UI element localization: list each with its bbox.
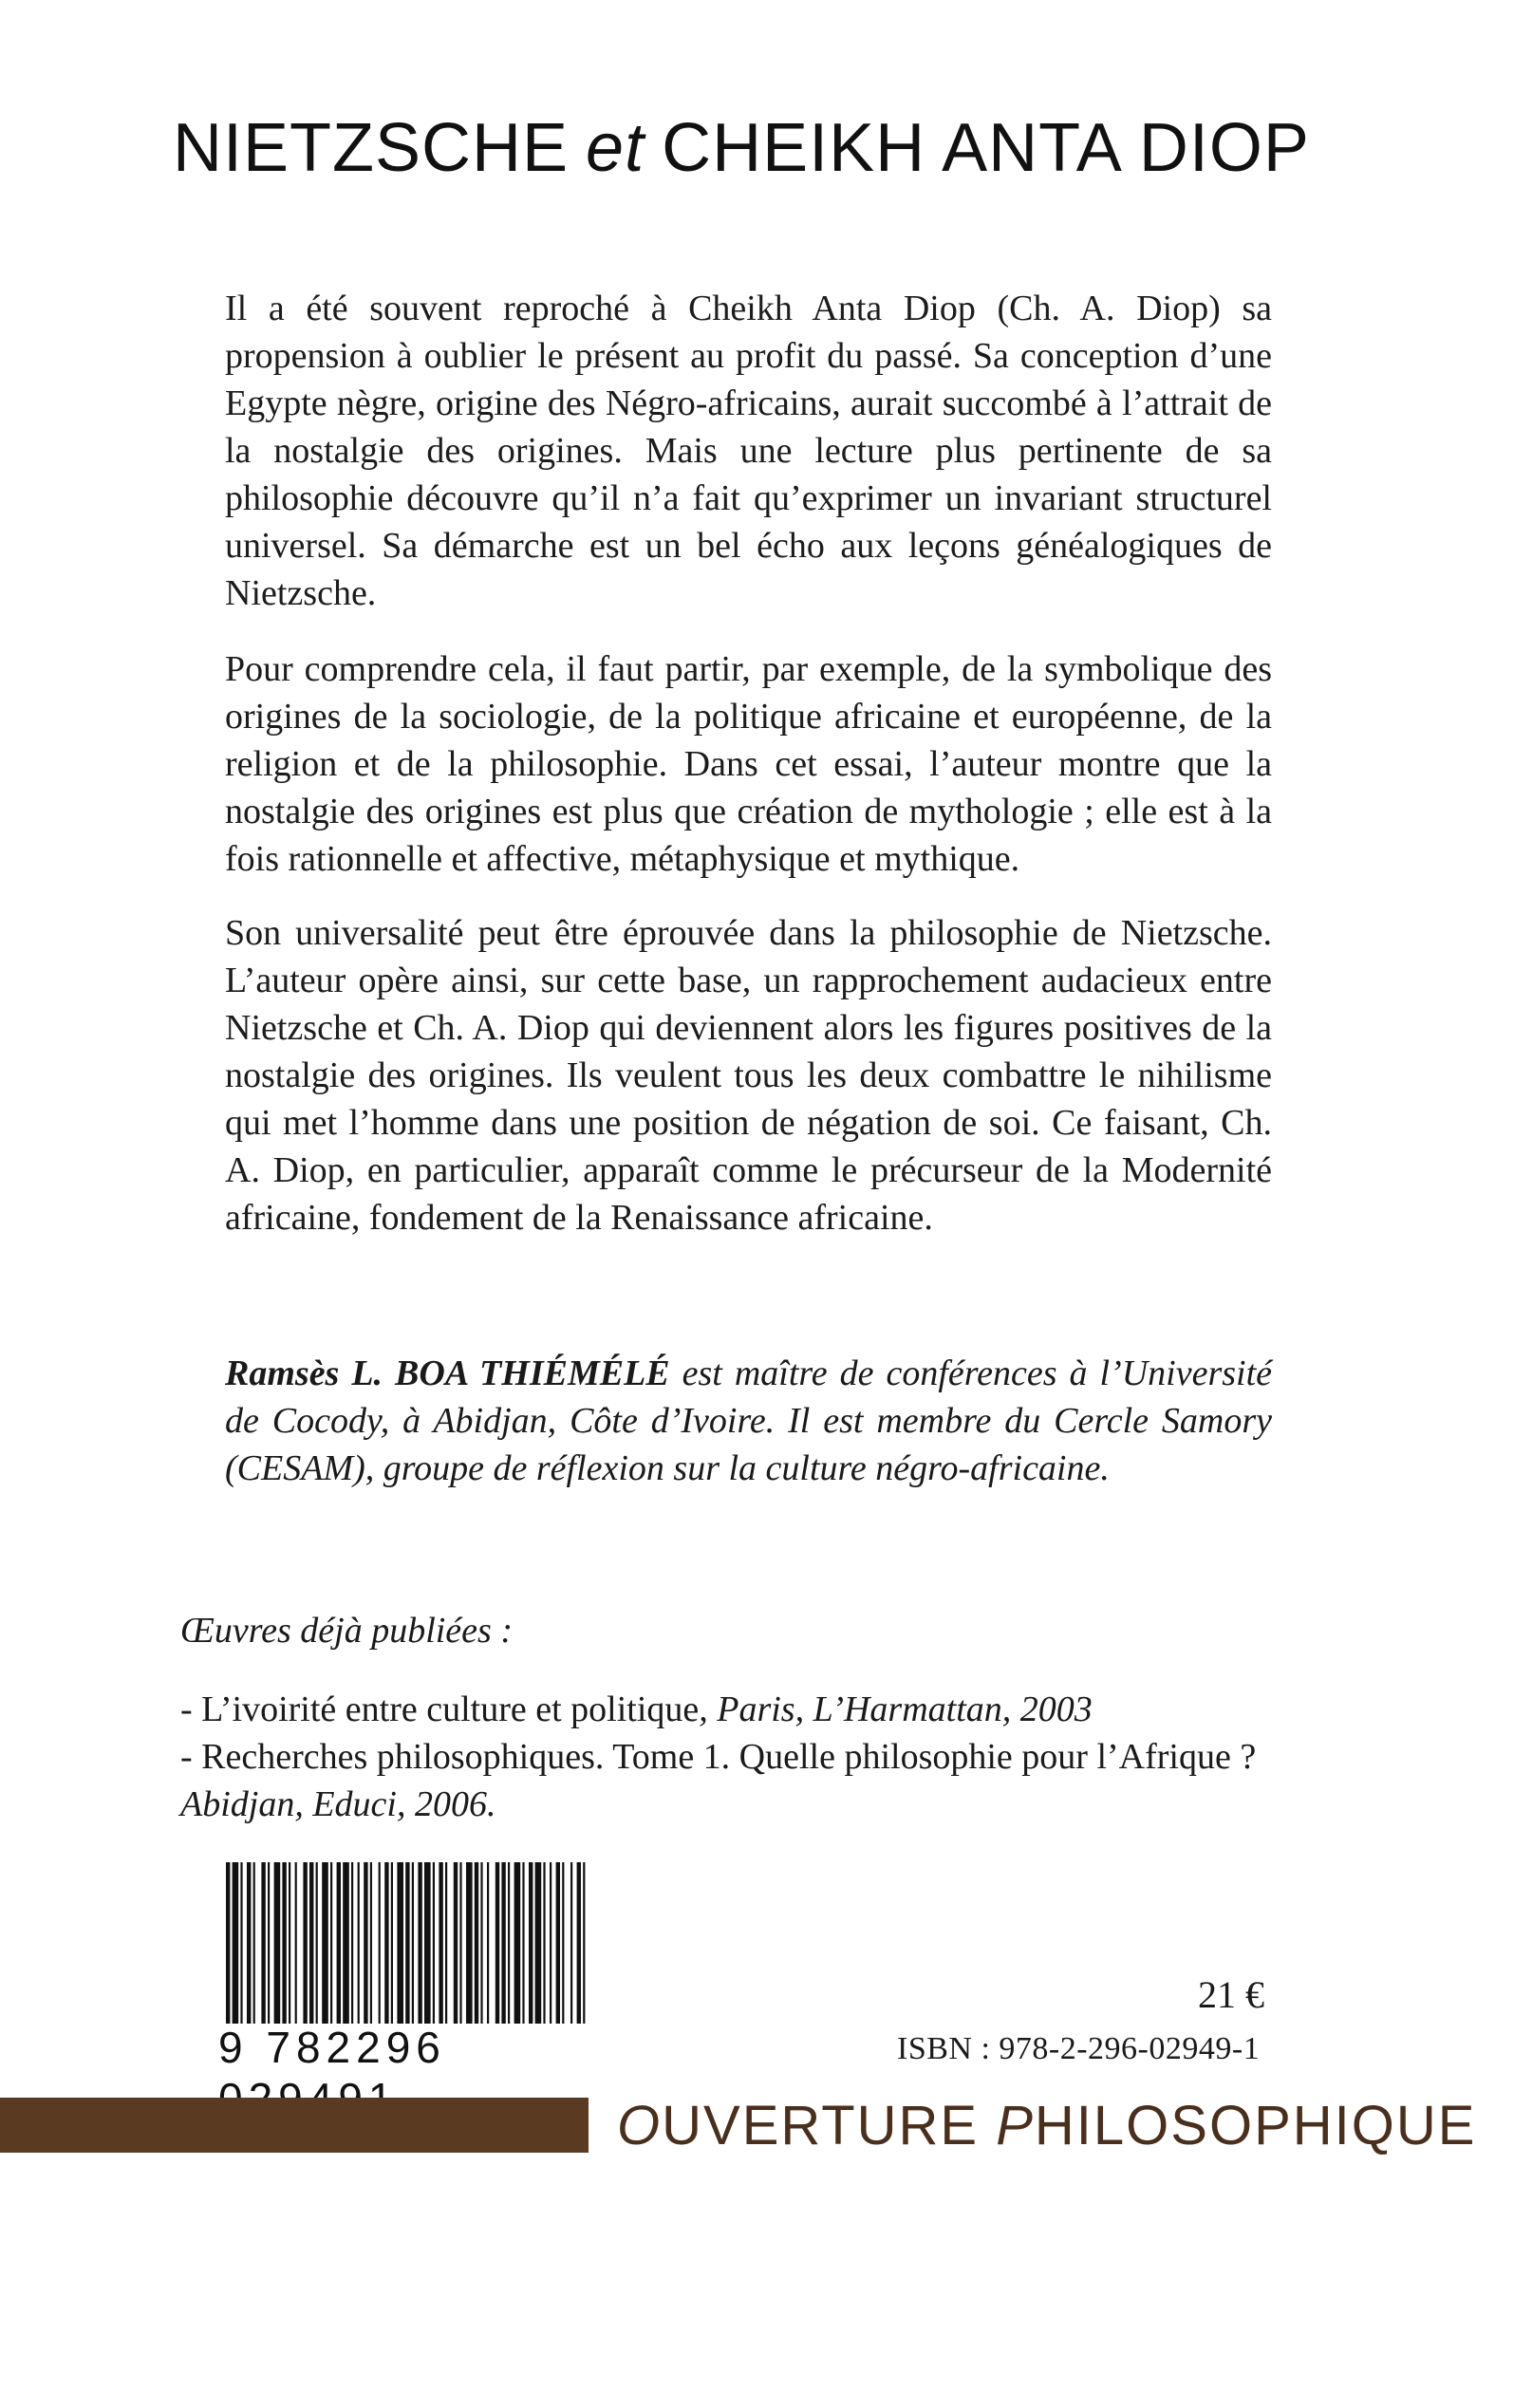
barcode-bar — [535, 1862, 542, 2024]
barcode-bar — [480, 1862, 482, 2024]
barcode-bar — [556, 1862, 560, 2024]
barcode-bar — [522, 1862, 524, 2024]
barcode-bar — [543, 1862, 545, 2024]
barcode-bar — [583, 1862, 585, 2024]
barcode-bar — [384, 1862, 388, 2024]
barcode-bars — [218, 1862, 598, 2024]
barcode-bar — [253, 1862, 255, 2024]
title-diop: CHEIKH ANTA DIOP — [662, 110, 1310, 186]
book-title — [173, 110, 1407, 186]
barcode-bar — [261, 1862, 265, 2024]
barcode-bar — [295, 1862, 297, 2024]
paragraph-text: Pour comprendre cela, il faut partir, par exemple, de la symbolique des origines de la sociologie, de la politique africaine et européenne, de la religion et de la philosophie. Dans cet essai, l’auteur montre que la nostalgie des origines est plus que création de mythologie ; elle est à la fois rationnelle et affective, métaphysique et mythique. — [225, 649, 1272, 879]
barcode-bar — [379, 1862, 381, 2024]
barcode-bar — [514, 1862, 521, 2024]
barcode-bar — [424, 1862, 431, 2024]
barcode-bar — [508, 1862, 510, 2024]
collection-bar — [0, 2098, 589, 2153]
barcode-bar — [562, 1862, 564, 2024]
author-name: Ramsès L. BOA THIÉMÉLÉ — [225, 1353, 670, 1393]
work-item — [180, 1686, 1093, 1733]
barcode-bar — [570, 1862, 572, 2024]
barcode-bar — [445, 1862, 447, 2024]
paragraph-text: Son universalité peut être éprouvée dans la philosophie de Nietzsche. L’auteur opère ainsi, sur cette base, un rapprochement audacieux entre Nietzsche et Ch. A. Diop qui deviennent alors les figures positives de la nostalgie des origines. Ils veulent tous les deux combattre le nihilisme qui met l’homme dans une position de négation de soi. Ce faisant, Ch. A. Diop, en particulier, apparaît comme le précurseur de la Modernité africaine, fondement de la Renaissance africaine. — [225, 913, 1272, 1238]
barcode-bar — [358, 1862, 360, 2024]
work-title: - Recherches philosophiques. Tome 1. Quelle philosophie pour l’Afrique ? — [180, 1737, 1257, 1777]
barcode-bar — [268, 1862, 270, 2024]
barcode-bar — [226, 1862, 230, 2024]
summary-paragraph-2 — [225, 645, 1272, 883]
barcode-bar — [351, 1862, 353, 2024]
barcode-bar — [459, 1862, 461, 2024]
barcode-bar — [466, 1862, 473, 2024]
barcode-bar — [316, 1862, 318, 2024]
works-heading: Œuvres déjà publiées : — [180, 1611, 513, 1651]
barcode-bar — [501, 1862, 505, 2024]
barcode-bar — [529, 1862, 533, 2024]
barcode-number: 9 782296 — [218, 2023, 446, 2072]
barcode-bar — [322, 1862, 328, 2024]
barcode-bar — [454, 1862, 458, 2024]
author-bio-text: est maître de conférences à l’Université de Cocody, à Abidjan, Côte d’Ivoire. Il est membre du Cercle Samory (CESAM), groupe de réflexion sur la culture négro-africaine. — [225, 1353, 1272, 1488]
barcode-bar — [475, 1862, 478, 2024]
barcode-bar — [577, 1862, 581, 2024]
summary-paragraph-3 — [225, 909, 1272, 1241]
collection-text: HILOSOPHIQUE — [1034, 2095, 1477, 2156]
barcode-bar — [343, 1862, 349, 2024]
work-title: - L’ivoirité entre culture et politique — [180, 1689, 700, 1729]
collection-name — [617, 2094, 1476, 2157]
title-et: et — [586, 110, 645, 186]
barcode-bar — [233, 1862, 239, 2024]
work-publisher: Abidjan, Educi, 2006. — [180, 1784, 496, 1824]
barcode-bar — [433, 1862, 435, 2024]
work-item — [180, 1733, 1281, 1828]
collection-letter: O — [617, 2095, 663, 2156]
collection-text: UVERTURE — [662, 2095, 997, 2156]
barcode-bar — [550, 1862, 551, 2024]
work-publisher: , Paris, L’Harmattan, 2003 — [699, 1689, 1093, 1729]
barcode-bar — [303, 1862, 307, 2024]
barcode-bar — [247, 1862, 251, 2024]
summary-paragraph-1 — [225, 285, 1272, 617]
barcode-bar — [274, 1862, 281, 2024]
collection-letter: P — [996, 2095, 1035, 2156]
barcode-bar — [495, 1862, 499, 2024]
barcode-bar — [391, 1862, 393, 2024]
barcode-bar — [418, 1862, 421, 2024]
barcode-bar — [487, 1862, 489, 2024]
barcode-bar — [439, 1862, 442, 2024]
barcode-bar — [240, 1862, 242, 2024]
barcode-bar — [370, 1862, 372, 2024]
isbn: ISBN : 978-2-296-02949-1 — [897, 2031, 1261, 2066]
barcode-bar — [405, 1862, 409, 2024]
paragraph-text: Il a été souvent reproché à Cheikh Anta Diop (Ch. A. Diop) sa propension à oublier le présent au profit du passé. Sa conception d’une Egypte nègre, origine des Négro-africains, aurait succombé à l’attrait de la nostalgie des origines. Mais une lecture plus pertinente de sa philosophie découvre qu’il n’a fait qu’exprimer un invariant structurel universel. Sa démarche est un bel écho aux leçons généalogiques de Nietzsche. — [225, 289, 1272, 613]
barcode-bar — [397, 1862, 403, 2024]
price: 21 € — [1198, 1973, 1264, 2016]
barcode-bar — [364, 1862, 367, 2024]
barcode-bar — [412, 1862, 414, 2024]
title-nietzsche: NIETZSCHE — [173, 110, 570, 186]
barcode-bar — [289, 1862, 290, 2024]
author-bio — [225, 1350, 1272, 1492]
barcode-bar — [282, 1862, 286, 2024]
barcode-bar — [330, 1862, 332, 2024]
barcode-bar — [309, 1862, 313, 2024]
barcode-bar — [337, 1862, 341, 2024]
